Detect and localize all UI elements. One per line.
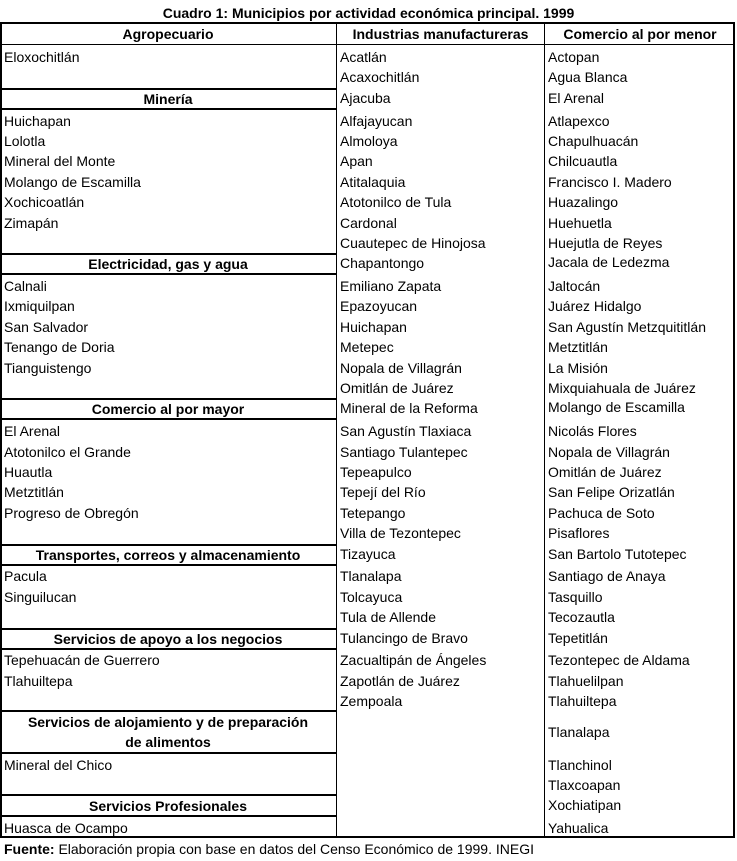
list-item: Metztitlán	[548, 339, 608, 355]
column-header-agropecuario: Agropecuario	[122, 26, 214, 42]
table-title: Cuadro 1: Municipios por actividad económica principal. 1999	[162, 5, 575, 21]
list-item: Zimapán	[4, 215, 59, 231]
list-item: Omitlán de Juárez	[548, 464, 662, 480]
list-item: Zapotlán de Juárez	[340, 673, 460, 689]
list-item: Pacula	[4, 568, 47, 584]
list-item: San Felipe Orizatlán	[548, 484, 675, 500]
list-item: Tepejí del Río	[340, 484, 426, 500]
list-item: Huehuetla	[548, 215, 612, 231]
list-item: Huichapan	[4, 113, 71, 129]
list-item: Omitlán de Juárez	[340, 380, 454, 396]
list-item: Metztitlán	[4, 484, 64, 500]
list-item: Molango de Escamilla	[548, 399, 685, 415]
list-item: Atitalaquia	[340, 174, 406, 190]
header-underline	[0, 44, 735, 45]
section-header-alojamiento-line2: de alimentos	[125, 734, 211, 750]
list-item: Mineral del Chico	[4, 757, 113, 773]
list-item: Huautla	[4, 464, 53, 480]
list-item: Tula de Allende	[340, 609, 436, 625]
list-item: San Agustín Metzquititlán	[548, 319, 706, 335]
column-header-manufactureras: Industrias manufactureras	[352, 26, 529, 42]
section-border	[0, 794, 336, 796]
list-item: Actopan	[548, 49, 600, 65]
list-item: Jaltocán	[548, 278, 601, 294]
section-border	[0, 815, 336, 817]
list-item: Xochiatipan	[548, 797, 622, 813]
source-label: Fuente:	[4, 841, 55, 857]
list-item: Almoloya	[340, 133, 398, 149]
column-header-comercio-menor: Comercio al por menor	[563, 26, 717, 42]
section-border	[0, 273, 336, 275]
list-item: Huejutla de Reyes	[548, 235, 663, 251]
list-item: Epazoyucan	[340, 298, 418, 314]
source-text: Elaboración propia con base en datos del Censo Económico de 1999. INEGI	[54, 841, 534, 857]
list-item: Pisaflores	[548, 525, 610, 541]
list-item: Tlahuiltepa	[4, 673, 73, 689]
source-note	[4, 840, 534, 858]
list-item: Jacala de Ledezma	[548, 254, 670, 270]
list-item: Villa de Tezontepec	[340, 525, 461, 541]
list-item: La Misión	[548, 360, 608, 376]
section-border	[0, 564, 336, 566]
list-item: San Agustín Tlaxiaca	[340, 423, 472, 439]
list-item: Xochicoatlán	[4, 194, 85, 210]
list-item: Metepec	[340, 339, 394, 355]
list-item: Santiago Tulantepec	[340, 444, 468, 460]
list-item: Tepetitlán	[548, 630, 608, 646]
list-item: Singuilucan	[4, 589, 77, 605]
section-border	[0, 418, 336, 420]
section-border	[0, 710, 336, 712]
section-header-alojamiento-line1: Servicios de alojamiento y de preparación	[27, 714, 309, 730]
list-item: Huazalingo	[548, 194, 619, 210]
list-item: El Arenal	[548, 90, 605, 106]
list-item: Pachuca de Soto	[548, 505, 655, 521]
list-item: Atlapexco	[548, 113, 610, 129]
list-item: Tepeapulco	[340, 464, 412, 480]
list-item: Tolcayuca	[340, 589, 403, 605]
list-item: Acaxochitlán	[340, 69, 420, 85]
list-item: Mineral del Monte	[4, 153, 116, 169]
list-item: Tlanalapa	[340, 568, 402, 584]
column-divider-1	[336, 22, 337, 838]
list-item: Tasquillo	[548, 589, 603, 605]
list-item: Mixquiahuala de Juárez	[548, 380, 696, 396]
section-border	[0, 108, 336, 110]
list-item: Mineral de la Reforma	[340, 400, 478, 416]
list-item: Tianguistengo	[4, 360, 92, 376]
list-item: Santiago de Anaya	[548, 568, 666, 584]
list-item: Huichapan	[340, 319, 407, 335]
section-border	[0, 648, 336, 650]
section-header-mineria: Minería	[143, 91, 193, 107]
list-item: Ixmiquilpan	[4, 298, 75, 314]
list-item: Nopala de Villagrán	[548, 444, 670, 460]
list-item: Huasca de Ocampo	[4, 820, 128, 836]
section-header-transportes: Transportes, correos y almacenamiento	[35, 547, 301, 563]
list-item: Emiliano Zapata	[340, 278, 442, 294]
column-divider-2	[544, 22, 545, 838]
list-item: Chapantongo	[340, 255, 425, 271]
list-item: Yahualica	[548, 820, 609, 836]
list-item: Chapulhuacán	[548, 133, 639, 149]
list-item: Nopala de Villagrán	[340, 360, 462, 376]
section-border	[0, 752, 336, 754]
list-item: Cardonal	[340, 215, 397, 231]
list-item: Tezontepec de Aldama	[548, 652, 690, 668]
list-item: Tizayuca	[340, 546, 396, 562]
list-item: Zacualtipán de Ángeles	[340, 652, 487, 668]
list-item: San Bartolo Tutotepec	[548, 546, 687, 562]
list-item: Tetepango	[340, 505, 406, 521]
list-item: Francisco I. Madero	[548, 174, 672, 190]
list-item: Zempoala	[340, 693, 403, 709]
list-item: Chilcuautla	[548, 153, 618, 169]
list-item: Calnali	[4, 278, 47, 294]
list-item: Tepehuacán de Guerrero	[4, 652, 160, 668]
list-item: Molango de Escamilla	[4, 174, 141, 190]
list-item: Tlanchinol	[548, 757, 612, 773]
list-item: Eloxochitlán	[4, 49, 80, 65]
list-item: Tlahuiltepa	[548, 693, 617, 709]
list-item: Tlahuelilpan	[548, 673, 624, 689]
list-item: Cuautepec de Hinojosa	[340, 235, 486, 251]
list-item: Progreso de Obregón	[4, 505, 139, 521]
list-item: Atotonilco de Tula	[340, 194, 452, 210]
list-item: San Salvador	[4, 319, 89, 335]
list-item: Agua Blanca	[548, 69, 628, 85]
list-item: Atotonilco el Grande	[4, 444, 131, 460]
list-item: Apan	[340, 153, 373, 169]
list-item: Tlanalapa	[548, 724, 610, 740]
list-item: Nicolás Flores	[548, 423, 637, 439]
list-item: Tecozautla	[548, 609, 615, 625]
list-item: Lolotla	[4, 133, 46, 149]
section-header-comercio-mayor: Comercio al por mayor	[91, 401, 245, 417]
list-item: Juárez Hidalgo	[548, 298, 642, 314]
list-item: Alfajayucan	[340, 113, 413, 129]
section-header-apoyo-negocios: Servicios de apoyo a los negocios	[53, 631, 283, 647]
section-header-profesionales: Servicios Profesionales	[89, 798, 247, 814]
list-item: Ajacuba	[340, 90, 391, 106]
list-item: Tlaxcoapan	[548, 777, 621, 793]
list-item: Tulancingo de Bravo	[340, 630, 468, 646]
section-header-electricidad: Electricidad, gas y agua	[88, 256, 248, 272]
list-item: Tenango de Doria	[4, 339, 115, 355]
list-item: Acatlán	[340, 49, 387, 65]
list-item: El Arenal	[4, 423, 61, 439]
